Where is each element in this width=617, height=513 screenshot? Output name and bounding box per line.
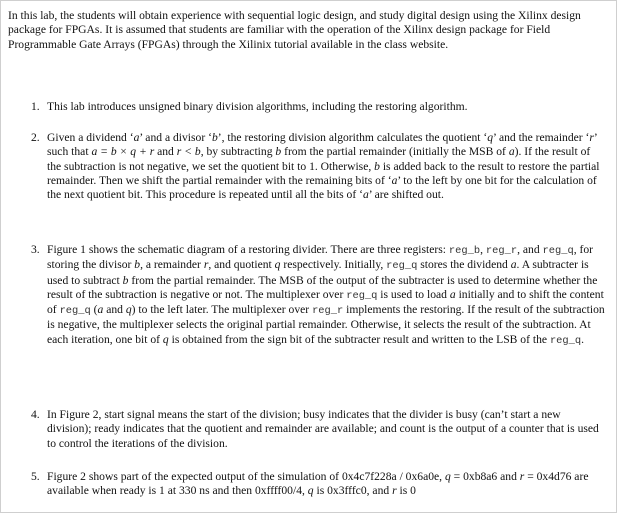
code-reg-r: reg_r (485, 245, 518, 257)
code-reg-q: reg_q (542, 245, 574, 257)
item-number: 4. (31, 408, 40, 421)
intro-paragraph: In this lab, the students will obtain experience with sequential logic design, and study digital design using the Xilinx design package for FPGAs. It is assumed that students are familiar with the operation of the Xilinx design package for Field Programmable Gate Arrays (FPGAs) through the Xilinix tutorial available in the class website. (8, 9, 581, 51)
item-number: 2. (31, 131, 40, 144)
list-item-1 (31, 100, 606, 114)
item-text: Given a dividend ‘a’ and a divisor ‘b’, the restoring division algorithm calculates the quotient ‘q’ and the remainder ‘r’ such that a = b × q + r and r < b, by subtracting b from the partial remainder (initially the MSB of a). If the result of the subtraction is not negative, we set the quotient bit to 1. Otherwise, b is added back to the result to restore the partial remainder. Then we shift the partial remainder with the remaining bits of ‘a’ to the left by one bit for the calculation of the next quotient bit. This procedure is repeated until all the bits of ‘a’ are shifted out. (47, 131, 600, 202)
list-item-4 (31, 408, 606, 451)
list-item-3 (31, 243, 606, 348)
code-reg-q: reg_q (346, 289, 378, 302)
code-reg-q: reg_q (386, 260, 418, 273)
list-item-5 (31, 470, 606, 499)
item-number: 1. (31, 100, 40, 113)
list-item-2 (31, 131, 606, 202)
equation: a = b × q + r (91, 145, 155, 159)
item-number: 3. (31, 243, 40, 256)
item-text: Figure 2 shows part of the expected output of the simulation of 0x4c7f228a / 0x6a0e, q = 0xb8a6 and r = 0x4d76 are available when ready is 1 at 330 ns and then 0xffff00/4, q is 0x3fffc0, and r is 0 (47, 470, 589, 498)
code-reg-q: reg_q (59, 305, 91, 318)
code-reg-q: reg_q (549, 334, 582, 347)
code-reg-r: reg_r (312, 305, 344, 318)
item-text: In Figure 2, start signal means the start of the division; busy indicates that the divider is busy (can’t start a new division); ready indicates that the quotient and remainder are available; and count is the output of a counter that is used to control the iterations of the division. (47, 408, 599, 450)
item-text: Figure 1 shows the schematic diagram of a restoring divider. There are three registers: reg_b, reg_r, and reg_q, for storing the divisor b, a remainder r, and quotient q respectively. Initially, reg_q stores the dividend a. A subtracter is used to subtract b from the partial remainder. The MSB of the output of the subtracter is used to determine whether the result of the subtraction is negative or not. The multiplexer over reg_q is used to load a initially and to shift the content of reg_q (a and q) to the left later. The multiplexer over reg_r implements the restoring. If the result of the subtraction is negative, the multiplexer selects the original partial remainder. Otherwise, it selects the result of the subtraction. At each iteration, one bit of q is obtained from the sign bit of the subtracter result and written to the LSB of the reg_q. (47, 243, 605, 347)
code-reg-b: reg_b (448, 245, 481, 257)
item-number: 5. (31, 470, 40, 483)
item-text: This lab introduces unsigned binary division algorithms, including the restoring algorithm. (47, 100, 468, 113)
equation: r < b (176, 145, 201, 159)
